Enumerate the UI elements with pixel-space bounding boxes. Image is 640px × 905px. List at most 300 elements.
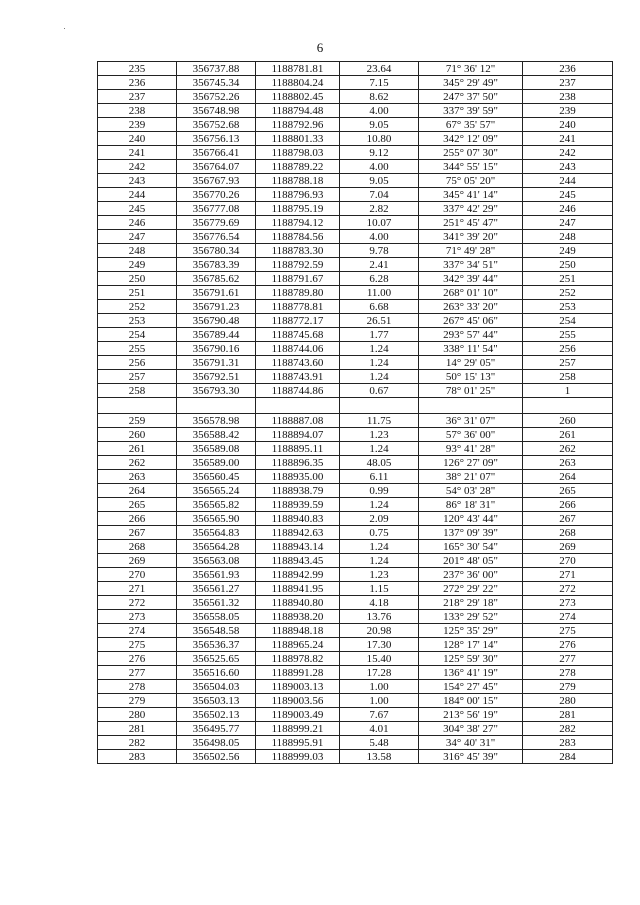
bearing-cell: 345° 41' 14" [419, 188, 523, 202]
next-point-cell: 276 [523, 638, 613, 652]
point-number-cell: 249 [98, 258, 177, 272]
x-coordinate-cell: 356503.13 [177, 694, 256, 708]
y-coordinate-cell: 1188896.35 [256, 456, 340, 470]
bearing-cell: 50° 15' 13" [419, 370, 523, 384]
table-row [98, 160, 613, 174]
next-point-cell: 265 [523, 484, 613, 498]
bearing-cell: 75° 05' 20" [419, 174, 523, 188]
table-row [98, 174, 613, 188]
y-coordinate-cell: 1188965.24 [256, 638, 340, 652]
x-coordinate-cell: 356779.69 [177, 216, 256, 230]
distance-cell: 1.24 [340, 342, 419, 356]
table-row [98, 188, 613, 202]
y-coordinate-cell: 1189003.56 [256, 694, 340, 708]
y-coordinate-cell: 1188745.68 [256, 328, 340, 342]
distance-cell: 23.64 [340, 62, 419, 76]
next-point-cell: 248 [523, 230, 613, 244]
next-point-cell: 267 [523, 512, 613, 526]
x-coordinate-cell: 356756.13 [177, 132, 256, 146]
y-coordinate-cell: 1188995.91 [256, 736, 340, 750]
next-point-cell: 240 [523, 118, 613, 132]
point-number-cell: 263 [98, 470, 177, 484]
y-coordinate-cell: 1188778.81 [256, 300, 340, 314]
distance-cell: 7.04 [340, 188, 419, 202]
x-coordinate-cell: 356502.13 [177, 708, 256, 722]
table-row [98, 202, 613, 216]
x-coordinate-cell: 356498.05 [177, 736, 256, 750]
table-row [98, 722, 613, 736]
distance-cell: 5.48 [340, 736, 419, 750]
next-point-cell: 257 [523, 356, 613, 370]
y-coordinate-cell: 1188798.03 [256, 146, 340, 160]
bearing-cell: 251° 45' 47" [419, 216, 523, 230]
next-point-cell: 245 [523, 188, 613, 202]
point-number-cell: 281 [98, 722, 177, 736]
next-point-cell: 269 [523, 540, 613, 554]
x-coordinate-cell: 356777.08 [177, 202, 256, 216]
x-coordinate-cell: 356791.61 [177, 286, 256, 300]
next-point-cell: 272 [523, 582, 613, 596]
next-point-cell: 274 [523, 610, 613, 624]
y-coordinate-cell: 1188942.63 [256, 526, 340, 540]
y-coordinate-cell: 1188804.24 [256, 76, 340, 90]
table-row [98, 694, 613, 708]
bearing-cell: 201° 48' 05" [419, 554, 523, 568]
x-coordinate-cell: 356502.56 [177, 750, 256, 764]
y-coordinate-cell: 1188802.45 [256, 90, 340, 104]
distance-cell: 1.24 [340, 356, 419, 370]
next-point-cell: 250 [523, 258, 613, 272]
y-coordinate-cell: 1188940.80 [256, 596, 340, 610]
distance-cell: 17.30 [340, 638, 419, 652]
bearing-cell: 38° 21' 07" [419, 470, 523, 484]
next-point-cell: 236 [523, 62, 613, 76]
table-row [98, 568, 613, 582]
point-number-cell: 274 [98, 624, 177, 638]
table-row [98, 118, 613, 132]
next-point-cell: 247 [523, 216, 613, 230]
y-coordinate-cell: 1188796.93 [256, 188, 340, 202]
point-number-cell: 268 [98, 540, 177, 554]
distance-cell: 2.82 [340, 202, 419, 216]
point-number-cell: 251 [98, 286, 177, 300]
y-coordinate-cell: 1188894.07 [256, 428, 340, 442]
x-coordinate-cell: 356578.98 [177, 414, 256, 428]
distance-cell: 2.09 [340, 512, 419, 526]
distance-cell: 11.75 [340, 414, 419, 428]
distance-cell: 17.28 [340, 666, 419, 680]
distance-cell: 1.24 [340, 370, 419, 384]
point-number-cell: 269 [98, 554, 177, 568]
y-coordinate-cell: 1188772.17 [256, 314, 340, 328]
bearing-cell: 125° 35' 29" [419, 624, 523, 638]
y-coordinate-cell: 1188743.91 [256, 370, 340, 384]
table-row [98, 104, 613, 118]
point-number-cell: 283 [98, 750, 177, 764]
next-point-cell [523, 398, 613, 414]
x-coordinate-cell [177, 398, 256, 414]
next-point-cell: 1 [523, 384, 613, 398]
y-coordinate-cell: 1188991.28 [256, 666, 340, 680]
x-coordinate-cell: 356752.26 [177, 90, 256, 104]
next-point-cell: 258 [523, 370, 613, 384]
table-row [98, 342, 613, 356]
bearing-cell: 78° 01' 25" [419, 384, 523, 398]
bearing-cell: 263° 33' 20" [419, 300, 523, 314]
point-number-cell: 277 [98, 666, 177, 680]
distance-cell: 7.67 [340, 708, 419, 722]
table-row [98, 286, 613, 300]
x-coordinate-cell: 356791.31 [177, 356, 256, 370]
next-point-cell: 239 [523, 104, 613, 118]
x-coordinate-cell: 356565.90 [177, 512, 256, 526]
bearing-cell: 120° 43' 44" [419, 512, 523, 526]
bearing-cell: 272° 29' 22" [419, 582, 523, 596]
distance-cell: 6.68 [340, 300, 419, 314]
distance-cell: 1.24 [340, 498, 419, 512]
bearing-cell: 14° 29' 05" [419, 356, 523, 370]
bearing-cell: 34° 40' 31" [419, 736, 523, 750]
distance-cell: 1.23 [340, 428, 419, 442]
y-coordinate-cell: 1188938.79 [256, 484, 340, 498]
distance-cell: 9.78 [340, 244, 419, 258]
bearing-cell: 345° 29' 49" [419, 76, 523, 90]
y-coordinate-cell: 1189003.49 [256, 708, 340, 722]
y-coordinate-cell: 1188978.82 [256, 652, 340, 666]
x-coordinate-cell: 356770.26 [177, 188, 256, 202]
point-number-cell [98, 398, 177, 414]
y-coordinate-cell: 1188789.80 [256, 286, 340, 300]
x-coordinate-cell: 356588.42 [177, 428, 256, 442]
next-point-cell: 268 [523, 526, 613, 540]
table-row [98, 638, 613, 652]
page-number: 6 [316, 40, 324, 55]
bearing-cell: 71° 49' 28" [419, 244, 523, 258]
table-row [98, 370, 613, 384]
table-row [98, 652, 613, 666]
distance-cell: 4.18 [340, 596, 419, 610]
distance-cell: 1.15 [340, 582, 419, 596]
table-row [98, 456, 613, 470]
next-point-cell: 283 [523, 736, 613, 750]
distance-cell: 11.00 [340, 286, 419, 300]
next-point-cell: 271 [523, 568, 613, 582]
point-number-cell: 247 [98, 230, 177, 244]
point-number-cell: 250 [98, 272, 177, 286]
point-number-cell: 280 [98, 708, 177, 722]
distance-cell: 4.00 [340, 230, 419, 244]
next-point-cell: 256 [523, 342, 613, 356]
next-point-cell: 264 [523, 470, 613, 484]
y-coordinate-cell: 1188743.60 [256, 356, 340, 370]
point-number-cell: 238 [98, 104, 177, 118]
table-row [98, 484, 613, 498]
x-coordinate-cell: 356752.68 [177, 118, 256, 132]
y-coordinate-cell: 1188795.19 [256, 202, 340, 216]
distance-cell: 0.67 [340, 384, 419, 398]
x-coordinate-cell: 356785.62 [177, 272, 256, 286]
point-number-cell: 237 [98, 90, 177, 104]
y-coordinate-cell: 1188788.18 [256, 174, 340, 188]
point-number-cell: 275 [98, 638, 177, 652]
bearing-cell: 344° 55' 15" [419, 160, 523, 174]
y-coordinate-cell: 1188801.33 [256, 132, 340, 146]
next-point-cell: 244 [523, 174, 613, 188]
y-coordinate-cell: 1188789.22 [256, 160, 340, 174]
next-point-cell: 246 [523, 202, 613, 216]
bearing-cell [419, 398, 523, 414]
point-number-cell: 246 [98, 216, 177, 230]
y-coordinate-cell: 1188783.30 [256, 244, 340, 258]
x-coordinate-cell: 356558.05 [177, 610, 256, 624]
y-coordinate-cell: 1188792.59 [256, 258, 340, 272]
bearing-cell: 126° 27' 09" [419, 456, 523, 470]
x-coordinate-cell: 356564.83 [177, 526, 256, 540]
bearing-cell: 71° 36' 12" [419, 62, 523, 76]
bearing-cell: 237° 36' 00" [419, 568, 523, 582]
y-coordinate-cell: 1188935.00 [256, 470, 340, 484]
point-number-cell: 276 [98, 652, 177, 666]
x-coordinate-cell: 356748.98 [177, 104, 256, 118]
distance-cell: 1.00 [340, 680, 419, 694]
table-row [98, 512, 613, 526]
point-number-cell: 279 [98, 694, 177, 708]
next-point-cell: 262 [523, 442, 613, 456]
x-coordinate-cell: 356561.32 [177, 596, 256, 610]
table-row [98, 90, 613, 104]
table-row [98, 76, 613, 90]
x-coordinate-cell: 356793.30 [177, 384, 256, 398]
y-coordinate-cell: 1188794.12 [256, 216, 340, 230]
distance-cell: 4.00 [340, 104, 419, 118]
table-row [98, 554, 613, 568]
table-row [98, 414, 613, 428]
table-row [98, 258, 613, 272]
table-row [98, 736, 613, 750]
point-number-cell: 253 [98, 314, 177, 328]
bearing-cell: 154° 27' 45" [419, 680, 523, 694]
bearing-cell: 125° 59' 30" [419, 652, 523, 666]
point-number-cell: 261 [98, 442, 177, 456]
bearing-cell: 184° 00' 15" [419, 694, 523, 708]
table-row [98, 356, 613, 370]
x-coordinate-cell: 356561.27 [177, 582, 256, 596]
bearing-cell: 128° 17' 14" [419, 638, 523, 652]
distance-cell: 26.51 [340, 314, 419, 328]
next-point-cell: 254 [523, 314, 613, 328]
x-coordinate-cell: 356766.41 [177, 146, 256, 160]
point-number-cell: 239 [98, 118, 177, 132]
table-row [98, 272, 613, 286]
table-row [98, 526, 613, 540]
x-coordinate-cell: 356495.77 [177, 722, 256, 736]
x-coordinate-cell: 356561.93 [177, 568, 256, 582]
table-row [98, 498, 613, 512]
next-point-cell: 255 [523, 328, 613, 342]
point-number-cell: 262 [98, 456, 177, 470]
distance-cell: 1.24 [340, 540, 419, 554]
y-coordinate-cell: 1188744.86 [256, 384, 340, 398]
distance-cell: 2.41 [340, 258, 419, 272]
scan-speck [64, 28, 65, 29]
distance-cell: 10.80 [340, 132, 419, 146]
point-number-cell: 278 [98, 680, 177, 694]
y-coordinate-cell: 1188943.14 [256, 540, 340, 554]
x-coordinate-cell: 356525.65 [177, 652, 256, 666]
bearing-cell: 268° 01' 10" [419, 286, 523, 300]
distance-cell: 20.98 [340, 624, 419, 638]
point-number-cell: 266 [98, 512, 177, 526]
bearing-cell: 267° 45' 06" [419, 314, 523, 328]
y-coordinate-cell: 1189003.13 [256, 680, 340, 694]
point-number-cell: 241 [98, 146, 177, 160]
x-coordinate-cell: 356737.88 [177, 62, 256, 76]
x-coordinate-cell: 356564.28 [177, 540, 256, 554]
next-point-cell: 242 [523, 146, 613, 160]
point-number-cell: 256 [98, 356, 177, 370]
distance-cell: 7.15 [340, 76, 419, 90]
coordinates-table [97, 61, 613, 764]
table-row [98, 470, 613, 484]
bearing-cell: 165° 30' 54" [419, 540, 523, 554]
point-number-cell: 252 [98, 300, 177, 314]
table-row [98, 300, 613, 314]
point-number-cell: 244 [98, 188, 177, 202]
distance-cell: 9.12 [340, 146, 419, 160]
point-number-cell: 267 [98, 526, 177, 540]
distance-cell: 1.00 [340, 694, 419, 708]
distance-cell: 0.99 [340, 484, 419, 498]
y-coordinate-cell: 1188940.83 [256, 512, 340, 526]
point-number-cell: 243 [98, 174, 177, 188]
next-point-cell: 249 [523, 244, 613, 258]
next-point-cell: 277 [523, 652, 613, 666]
y-coordinate-cell: 1188895.11 [256, 442, 340, 456]
coordinates-table-body [98, 62, 613, 764]
y-coordinate-cell: 1188999.03 [256, 750, 340, 764]
point-number-cell: 248 [98, 244, 177, 258]
x-coordinate-cell: 356783.39 [177, 258, 256, 272]
x-coordinate-cell: 356792.51 [177, 370, 256, 384]
distance-cell: 8.62 [340, 90, 419, 104]
y-coordinate-cell: 1188794.48 [256, 104, 340, 118]
bearing-cell: 341° 39' 20" [419, 230, 523, 244]
distance-cell: 1.77 [340, 328, 419, 342]
y-coordinate-cell: 1188942.99 [256, 568, 340, 582]
y-coordinate-cell: 1188939.59 [256, 498, 340, 512]
y-coordinate-cell: 1188941.95 [256, 582, 340, 596]
distance-cell: 15.40 [340, 652, 419, 666]
table-row [98, 666, 613, 680]
table-row [98, 216, 613, 230]
bearing-cell: 342° 12' 09" [419, 132, 523, 146]
next-point-cell: 280 [523, 694, 613, 708]
y-coordinate-cell: 1188784.56 [256, 230, 340, 244]
distance-cell: 9.05 [340, 174, 419, 188]
table-row [98, 750, 613, 764]
table-row [98, 582, 613, 596]
bearing-cell: 213° 56' 19" [419, 708, 523, 722]
y-coordinate-cell: 1188887.08 [256, 414, 340, 428]
next-point-cell: 270 [523, 554, 613, 568]
distance-cell: 13.58 [340, 750, 419, 764]
point-number-cell: 271 [98, 582, 177, 596]
x-coordinate-cell: 356504.03 [177, 680, 256, 694]
bearing-cell: 293° 57' 44" [419, 328, 523, 342]
table-row [98, 442, 613, 456]
point-number-cell: 236 [98, 76, 177, 90]
x-coordinate-cell: 356780.34 [177, 244, 256, 258]
distance-cell: 13.76 [340, 610, 419, 624]
next-point-cell: 263 [523, 456, 613, 470]
point-number-cell: 257 [98, 370, 177, 384]
separator-row [98, 398, 613, 414]
next-point-cell: 260 [523, 414, 613, 428]
distance-cell: 0.75 [340, 526, 419, 540]
distance-cell: 4.01 [340, 722, 419, 736]
next-point-cell: 237 [523, 76, 613, 90]
bearing-cell: 337° 42' 29" [419, 202, 523, 216]
x-coordinate-cell: 356790.48 [177, 314, 256, 328]
point-number-cell: 245 [98, 202, 177, 216]
bearing-cell: 133° 29' 52" [419, 610, 523, 624]
point-number-cell: 273 [98, 610, 177, 624]
table-row [98, 596, 613, 610]
x-coordinate-cell: 356565.82 [177, 498, 256, 512]
bearing-cell: 342° 39' 44" [419, 272, 523, 286]
point-number-cell: 242 [98, 160, 177, 174]
x-coordinate-cell: 356791.23 [177, 300, 256, 314]
next-point-cell: 251 [523, 272, 613, 286]
table-row [98, 244, 613, 258]
x-coordinate-cell: 356790.16 [177, 342, 256, 356]
point-number-cell: 255 [98, 342, 177, 356]
x-coordinate-cell: 356560.45 [177, 470, 256, 484]
bearing-cell: 304° 38' 27" [419, 722, 523, 736]
x-coordinate-cell: 356563.08 [177, 554, 256, 568]
x-coordinate-cell: 356767.93 [177, 174, 256, 188]
point-number-cell: 272 [98, 596, 177, 610]
y-coordinate-cell: 1188791.67 [256, 272, 340, 286]
next-point-cell: 266 [523, 498, 613, 512]
x-coordinate-cell: 356764.07 [177, 160, 256, 174]
distance-cell: 9.05 [340, 118, 419, 132]
x-coordinate-cell: 356548.58 [177, 624, 256, 638]
y-coordinate-cell: 1188938.20 [256, 610, 340, 624]
table-row [98, 132, 613, 146]
next-point-cell: 281 [523, 708, 613, 722]
next-point-cell: 279 [523, 680, 613, 694]
next-point-cell: 275 [523, 624, 613, 638]
x-coordinate-cell: 356589.08 [177, 442, 256, 456]
bearing-cell: 218° 29' 18" [419, 596, 523, 610]
distance-cell: 1.24 [340, 554, 419, 568]
x-coordinate-cell: 356776.54 [177, 230, 256, 244]
point-number-cell: 264 [98, 484, 177, 498]
bearing-cell: 337° 34' 51" [419, 258, 523, 272]
distance-cell: 10.07 [340, 216, 419, 230]
bearing-cell: 316° 45' 39" [419, 750, 523, 764]
table-row [98, 540, 613, 554]
y-coordinate-cell: 1188943.45 [256, 554, 340, 568]
next-point-cell: 253 [523, 300, 613, 314]
point-number-cell: 260 [98, 428, 177, 442]
next-point-cell: 261 [523, 428, 613, 442]
table-row [98, 680, 613, 694]
table-row [98, 428, 613, 442]
next-point-cell: 278 [523, 666, 613, 680]
distance-cell: 6.11 [340, 470, 419, 484]
